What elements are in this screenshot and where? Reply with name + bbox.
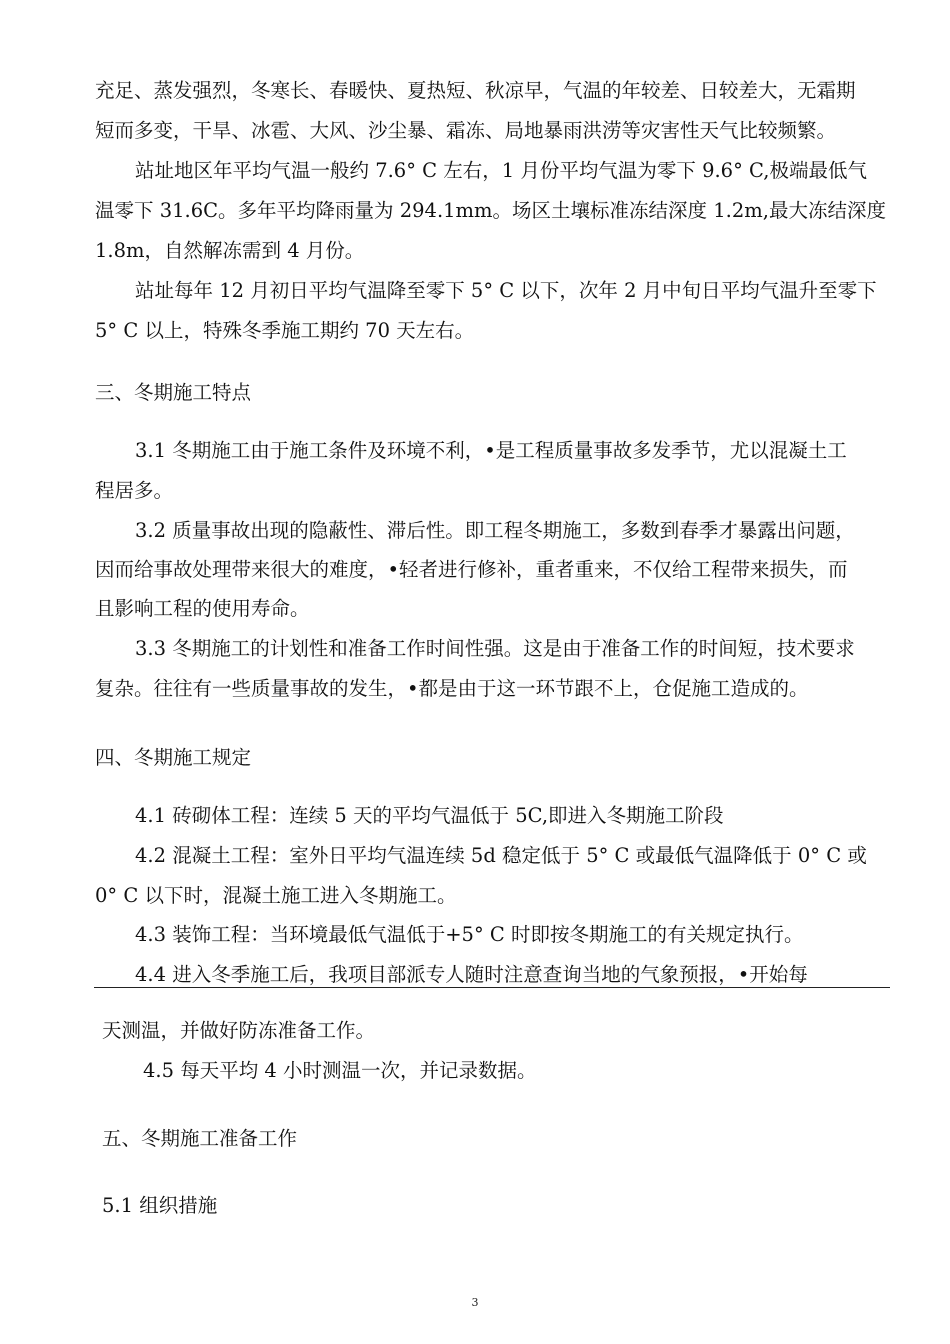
climate-paragraph-line-1: 充足、蒸发强烈，冬寒长、春暖快、夏热短、秋凉早，气温的年较差、日较差大，无霜期: [95, 79, 856, 102]
section-5-heading: 五、冬期施工准备工作: [102, 1127, 298, 1150]
subsection-5-1-heading: 5.1 组织措施: [102, 1194, 218, 1217]
item-4-2-line-1: 4.2 混凝土工程：室外日平均气温连续 5d 稳定低于 5° C 或最低气温降低于 0° C 或: [135, 844, 867, 867]
item-3-1-line-2: 程居多。: [95, 479, 174, 502]
item-3-2-line-1: 3.2 质量事故出现的隐蔽性、滞后性。即工程冬期施工，多数到春季才暴露出问题，: [135, 519, 855, 542]
item-3-2-line-3: 且影响工程的使用寿命。: [95, 597, 310, 620]
item-3-1-line-1: 3.1 冬期施工由于施工条件及环境不利，•是工程质量事故多发季节，尤以混凝土工: [135, 439, 847, 462]
item-3-3-line-2: 复杂。往往有一些质量事故的发生，•都是由于这一环节跟不上，仓促施工造成的。: [95, 677, 809, 700]
item-3-3-line-1: 3.3 冬期施工的计划性和准备工作时间性强。这是由于准备工作的时间短，技术要求: [135, 637, 855, 660]
item-3-2-line-2: 因而给事故处理带来很大的难度，•轻者进行修补，重者重来，不仅给工程带来损失，而: [95, 558, 848, 581]
item-4-2-line-2: 0° C 以下时，混凝土施工进入冬期施工。: [95, 884, 457, 907]
item-4-4-line-2: 天测温，并做好防冻准备工作。: [102, 1019, 376, 1042]
page-number: 3: [471, 1296, 479, 1309]
temperature-paragraph-line-2: 温零下 31.6C。多年平均降雨量为 294.1mm。场区土壤标准冻结深度 1.2m,最大冻结深度: [95, 199, 886, 222]
section-4-heading: 四、冬期施工规定: [95, 746, 252, 769]
item-4-4-line-1: 4.4 进入冬季施工后，我项目部派专人随时注意查询当地的气象预报，•开始每: [135, 963, 808, 986]
section-3-heading: 三、冬期施工特点: [95, 381, 252, 404]
temperature-paragraph-line-1: 站址地区年平均气温一般约 7.6° C 左右，1 月份平均气温为零下 9.6° C,极端最低气: [135, 159, 867, 182]
climate-paragraph-line-2: 短而多变，干旱、冰雹、大风、沙尘暴、霜冻、局地暴雨洪涝等灾害性天气比较频繁。: [95, 119, 837, 142]
horizontal-rule: [94, 987, 890, 988]
winter-period-paragraph-line-2: 5° C 以上，特殊冬季施工期约 70 天左右。: [95, 319, 475, 342]
item-4-3: 4.3 装饰工程：当环境最低气温低于+5° C 时即按冬期施工的有关规定执行。: [135, 923, 804, 946]
winter-period-paragraph-line-1: 站址每年 12 月初日平均气温降至零下 5° C 以下，次年 2 月中旬日平均气温升至零下: [135, 279, 877, 302]
temperature-paragraph-line-3: 1.8m，自然解冻需到 4 月份。: [95, 239, 365, 262]
item-4-1: 4.1 砖砌体工程：连续 5 天的平均气温低于 5C,即进入冬期施工阶段: [135, 804, 724, 827]
item-4-5: 4.5 每天平均 4 小时测温一次，并记录数据。: [143, 1059, 537, 1082]
